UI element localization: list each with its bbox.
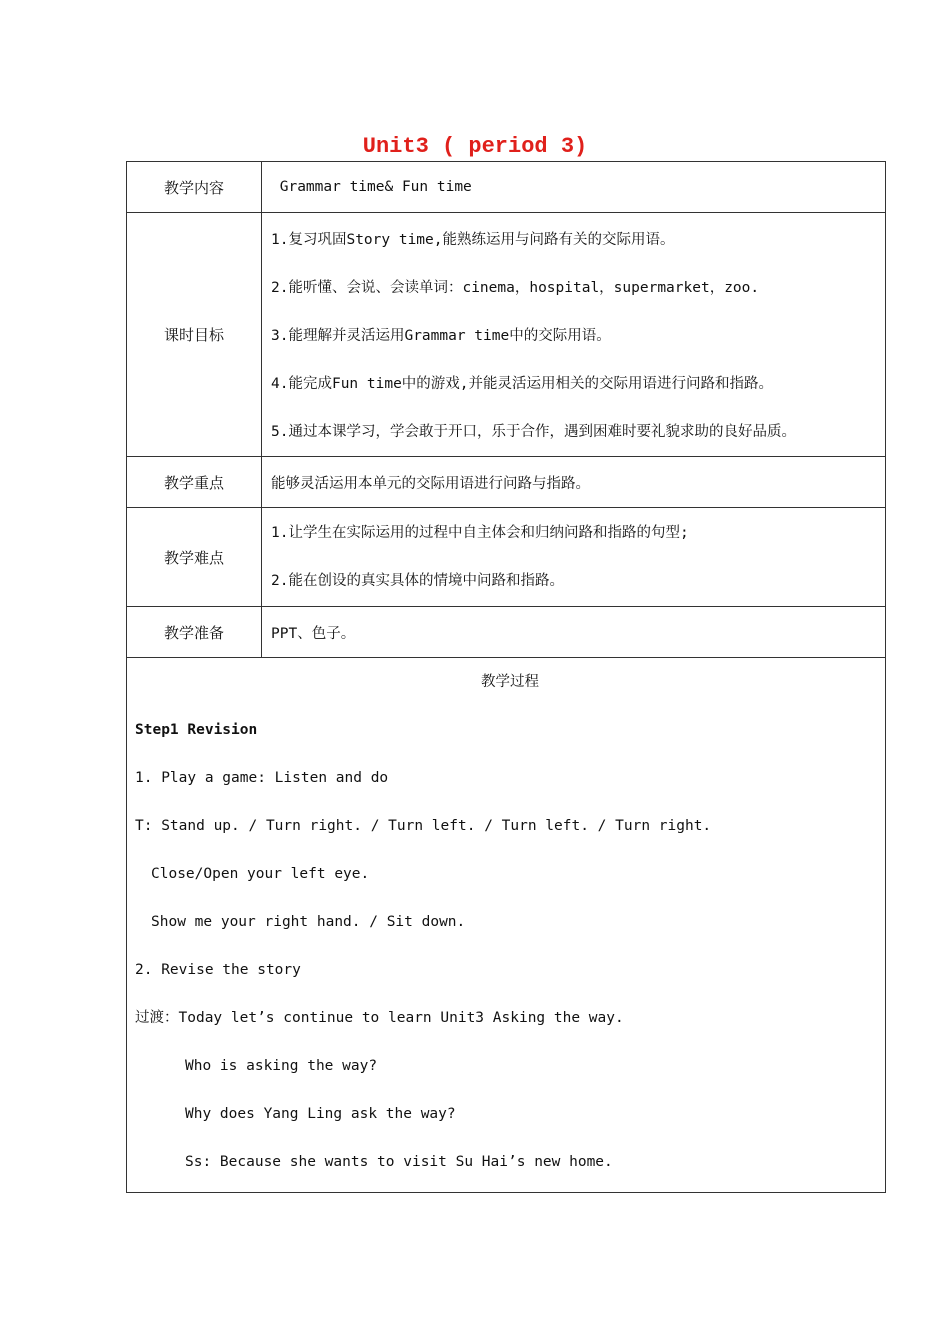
lesson-plan-table bbox=[126, 161, 886, 1193]
difficulty-item: 1.让学生在实际运用的过程中自主体会和归纳问路和指路的句型; bbox=[271, 525, 689, 541]
process-line: 2. Revise the story bbox=[135, 962, 301, 978]
difficulty-item: 2.能在创设的真实具体的情境中问路和指路。 bbox=[271, 573, 564, 589]
process-line: 过渡：Today let’s continue to learn Unit3 Asking the way. bbox=[135, 1010, 624, 1026]
process-line: Why does Yang Ling ask the way? bbox=[185, 1106, 456, 1122]
process-row bbox=[127, 658, 886, 1193]
objectives-list bbox=[262, 213, 886, 457]
objective-item: 4.能完成Fun time中的游戏,并能灵活运用相关的交际用语进行问路和指路。 bbox=[271, 375, 774, 392]
content-value: Grammar time& Fun time bbox=[262, 162, 886, 213]
process-line: Close/Open your left eye. bbox=[151, 866, 370, 882]
key-points-row bbox=[127, 457, 886, 508]
preparation-label: 教学准备 bbox=[127, 607, 262, 658]
process-line: T: Stand up. / Turn right. / Turn left. / Turn left. / Turn right. bbox=[135, 818, 712, 834]
step-heading: Step1 Revision bbox=[135, 722, 258, 738]
difficulties-label: 教学难点 bbox=[127, 508, 262, 607]
process-line: Ss: Because she wants to visit Su Hai’s new home. bbox=[185, 1154, 613, 1170]
content-row bbox=[127, 162, 886, 213]
difficulties-row bbox=[127, 508, 886, 607]
objectives-label: 课时目标 bbox=[127, 213, 262, 457]
objective-item: 3.能理解并灵活运用Grammar time中的交际用语。 bbox=[271, 327, 611, 344]
document-title: Unit3 ( period 3) bbox=[362, 134, 588, 159]
process-heading: 教学过程 bbox=[481, 674, 539, 690]
key-points-label: 教学重点 bbox=[127, 457, 262, 508]
process-section bbox=[127, 658, 886, 1193]
key-points-value: 能够灵活运用本单元的交际用语进行问路与指路。 bbox=[262, 457, 886, 508]
objective-item: 1.复习巩固Story time,能熟练运用与问路有关的交际用语。 bbox=[271, 231, 675, 248]
objectives-row bbox=[127, 213, 886, 457]
process-line: 1. Play a game: Listen and do bbox=[135, 770, 389, 786]
objective-item: 5.通过本课学习，学会敢于开口，乐于合作，遇到困难时要礼貌求助的良好品质。 bbox=[271, 423, 796, 440]
content-label: 教学内容 bbox=[127, 162, 262, 213]
preparation-row bbox=[127, 607, 886, 658]
process-line: Who is asking the way? bbox=[185, 1058, 378, 1074]
preparation-value: PPT、色子。 bbox=[262, 607, 886, 658]
process-line: Show me your right hand. / Sit down. bbox=[151, 914, 466, 930]
difficulties-list bbox=[262, 508, 886, 607]
objective-item: 2.能听懂、会说、会读单词：cinema，hospital，supermarket，zoo. bbox=[271, 279, 760, 296]
